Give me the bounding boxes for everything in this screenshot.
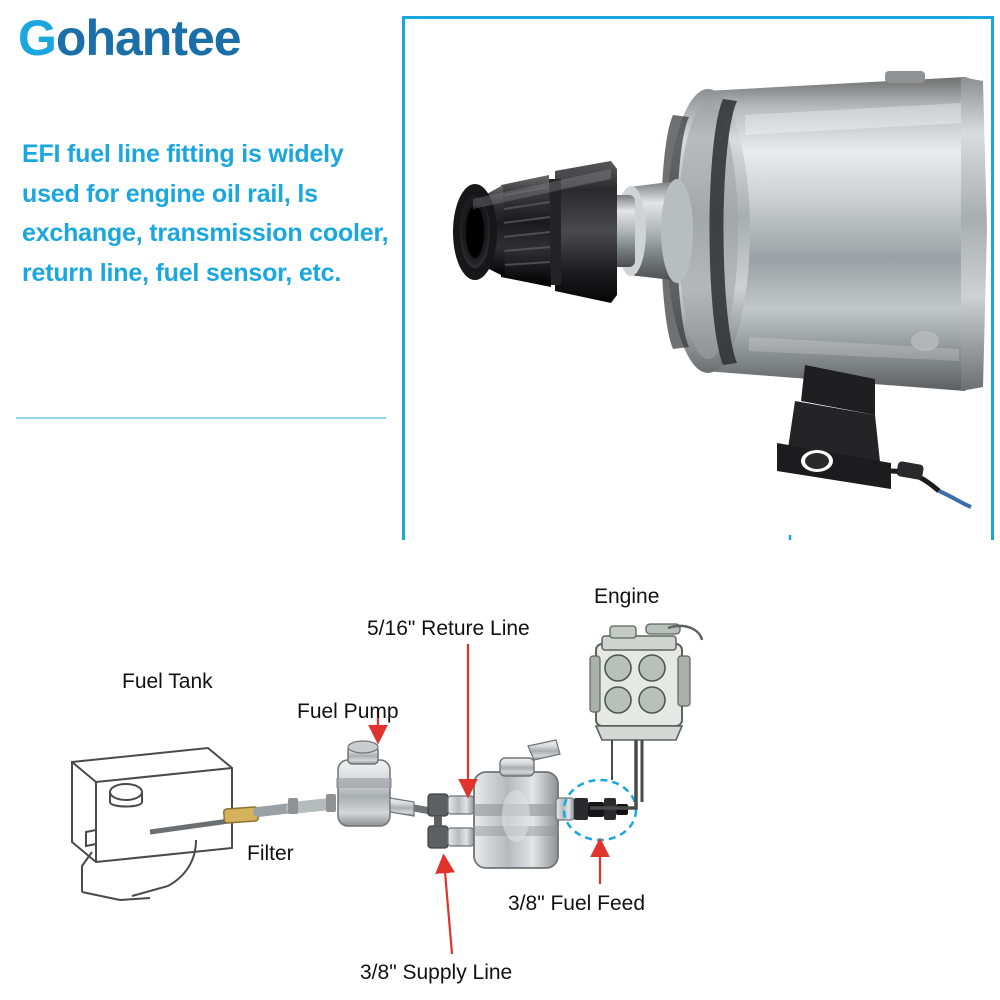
fuel-system-diagram <box>0 540 1000 1000</box>
brand-logo-initial: G <box>18 10 56 66</box>
label-fuel-pump: Fuel Pump <box>297 700 399 723</box>
label-filter: Filter <box>247 842 294 865</box>
label-engine: Engine <box>594 585 660 608</box>
brand-logo-text <box>18 8 338 68</box>
headline-text: EFI fuel line fitting is widely used for engine oil rail, ls exchange, transmission cooler, return line, fuel sensor, etc. <box>22 140 389 287</box>
headline-divider <box>16 417 386 419</box>
brand-logo-name: ohantee <box>55 10 241 66</box>
label-supply-line: 3/8" Supply Line <box>360 961 513 984</box>
product-photo-image <box>405 19 991 541</box>
label-fuel-feed: 3/8" Fuel Feed <box>508 892 646 915</box>
label-fuel-tank: Fuel Tank <box>122 670 213 693</box>
fuel-system-diagram-graphic <box>0 540 1000 1000</box>
label-return-line: 5/16" Reture Line <box>367 617 530 640</box>
brand-logo <box>18 8 338 70</box>
product-photo-panel <box>402 16 994 544</box>
